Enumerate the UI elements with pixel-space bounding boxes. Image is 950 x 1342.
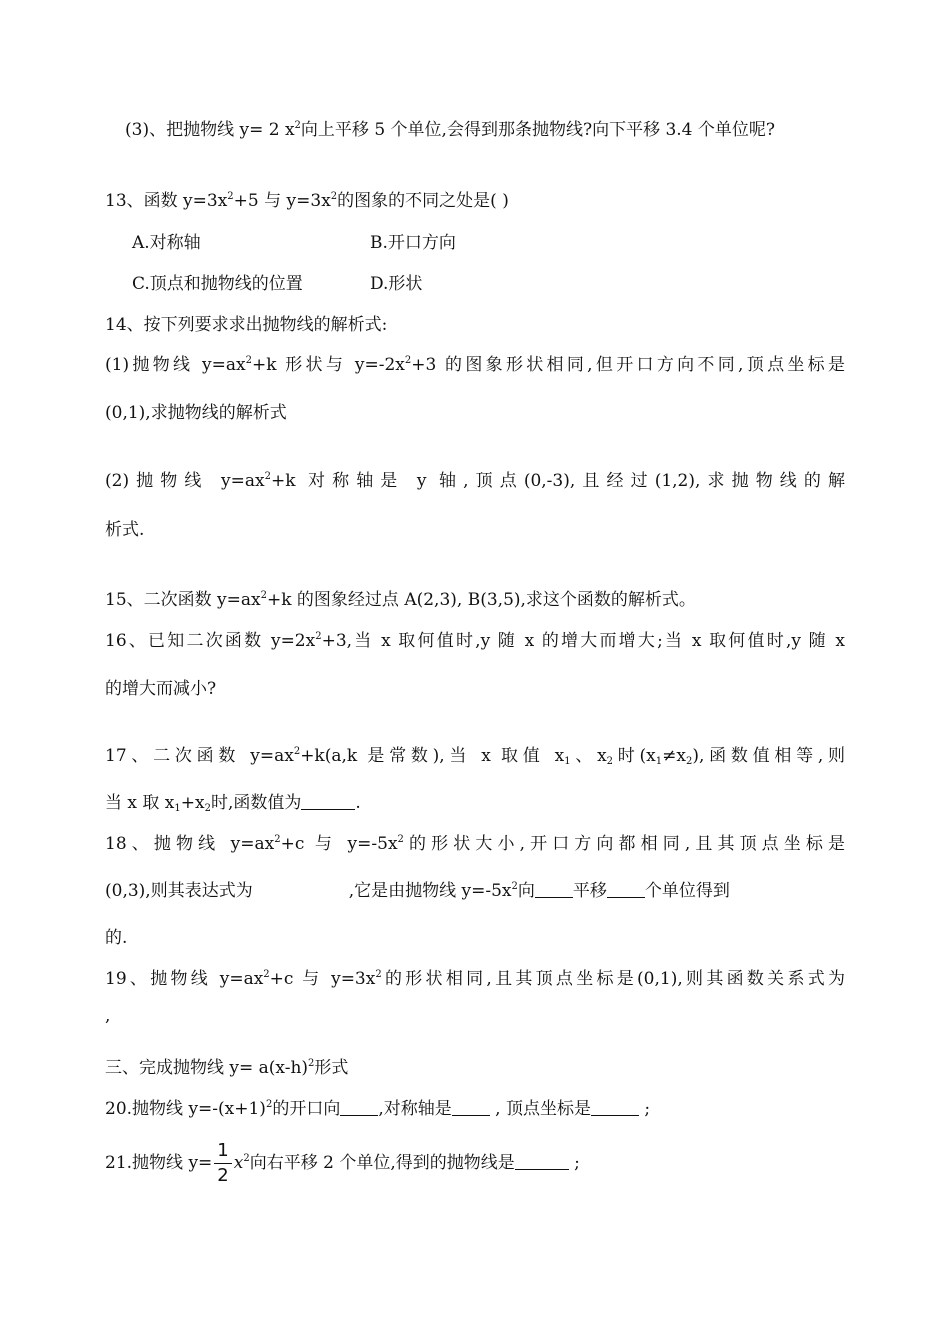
q14-part2-line1: (2)抛物线 $y=ax^2+k$ 对称轴是 y 轴,顶点(0,-3),且经过(1,2),求抛物线的解 [105, 471, 846, 491]
q16-line1: 16、已知二次函数 $y=2x^2+3$,当 x 取何值时,y 随 x 的增大而增大;当 x 取何值时,y 随 x [105, 631, 845, 651]
q18-units-blank[interactable] [607, 881, 645, 898]
q13-option-d: D.形状 [370, 274, 423, 294]
q12-part3: (3)、把抛物线 y= 2 $x^2$向上平移 5 个单位,会得到那条抛物线?向下平移 3.4 个单位呢? [125, 120, 776, 140]
q17-line2: 当 x 取 $x_1+x_2$时,函数值为 . [105, 793, 361, 814]
q14-title: 14、按下列要求求出抛物线的解析式: [105, 315, 388, 335]
q14-part1-line2: (0,1),求抛物线的解析式 [105, 403, 287, 423]
q14-part2-line2: 析式. [105, 520, 145, 540]
q13-option-a: A.对称轴 [132, 233, 201, 253]
q20-opening-blank[interactable] [340, 1099, 378, 1116]
q19-line1: 19、抛物线 $y=ax^2+c$ 与 $y=3x^2$的形状相同,且其顶点坐标是(0,1),则其函数关系式为 [105, 969, 846, 989]
q13-option-c: C.顶点和抛物线的位置 [132, 274, 303, 294]
q18-line2: (0,3),则其表达式为 ,它是由抛物线 $y=-5x^2$向 平移 个单位得到 [105, 881, 730, 901]
q21: 21.抛物线 y= $\frac{1}{2}$ $x^2$向右平移 2 个单位,得到的抛物线是 ; [105, 1140, 580, 1186]
q13-option-b: B.开口方向 [370, 233, 456, 253]
q13-stem: 13、函数 $y=3x^2+5$ 与 $y=3x^2$的图象的不同之处是( ) [105, 191, 509, 211]
q21-answer-blank[interactable] [515, 1153, 569, 1170]
q14-part1-line1: (1)抛物线 $y=ax^2+k$ 形状与 $y=-2x^2+3$ 的图象形状相同,但开口方向不同,顶点坐标是 [105, 355, 845, 375]
q20-vertex-blank[interactable] [591, 1099, 639, 1116]
q17-answer-blank[interactable] [301, 793, 355, 810]
q16-line2: 的增大而减小? [105, 679, 217, 699]
q20: 20.抛物线 $y=-(x+1)^2$的开口向 ,对称轴是 , 顶点坐标是 ; [105, 1099, 651, 1119]
one-half-fraction: $\frac{1}{2}$ [214, 1142, 231, 1185]
q18-line1: 18、抛物线 $y=ax^2+c$ 与 $y=-5x^2$的形状大小,开口方向都相同,且其顶点坐标是 [105, 834, 846, 854]
section-3-heading: 三、完成抛物线 $y= a(x-h)^2$形式 [105, 1058, 349, 1078]
q15: 15、二次函数 $y=ax^2+k$ 的图象经过点 A(2,3), B(3,5),求这个函数的解析式。 [105, 590, 696, 610]
q18-direction-blank[interactable] [535, 881, 573, 898]
q19-line2: , [105, 1006, 111, 1026]
q18-line3: 的. [105, 928, 128, 948]
q20-axis-blank[interactable] [452, 1099, 490, 1116]
q17-line1: 17、二次函数 $y=ax^2+k(a,k$ 是常数),当 x 取值 $x_1$、$x_2$时$(x_1\ne x_2)$,函数值相等,则 [105, 746, 845, 767]
